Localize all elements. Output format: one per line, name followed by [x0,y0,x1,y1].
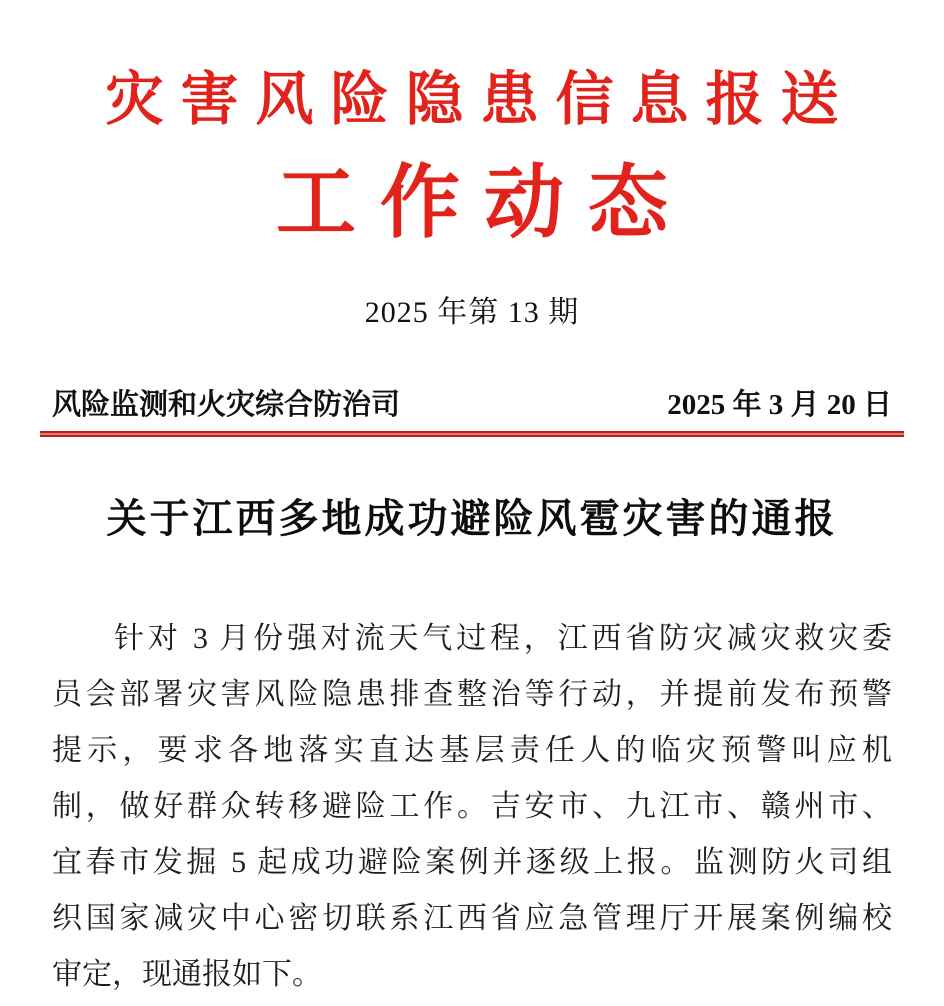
body-line: 针对 3 月份强对流天气过程，江西省防灾减灾救灾委 [114,622,892,655]
masthead-title-line1: 灾害风险隐患信息报送 [105,67,856,132]
masthead-title-line2: 工作动态 [276,160,692,248]
article-title: 关于江西多地成功避险风雹灾害的通报 [106,496,838,541]
body-line: 织国家减灾中心密切联系江西省应急管理厅开展案例编校 [52,902,892,935]
issuing-department: 风险监测和火灾综合防治司 [52,389,401,421]
issue-date: 2025 年 3 月 20 日 [667,389,892,421]
body-line: 宜春市发掘 5 起成功避险案例并逐级上报。监测防火司组 [52,846,892,879]
info-bar [40,388,904,422]
body-line: 提示，要求各地落实直达基层责任人的临灾预警叫应机 [52,734,892,767]
red-divider-rule [40,431,904,437]
issue-number: 2025 年第 13 期 [364,296,580,329]
body-line: 员会部署灾害风险隐患排查整治等行动，并提前发布预警 [52,678,892,711]
masthead [40,62,904,330]
body-line: 审定，现通报如下。 [52,958,322,991]
body-line: 制，做好群众转移避险工作。吉安市、九江市、赣州市、 [52,790,892,823]
article-body [40,611,904,1003]
